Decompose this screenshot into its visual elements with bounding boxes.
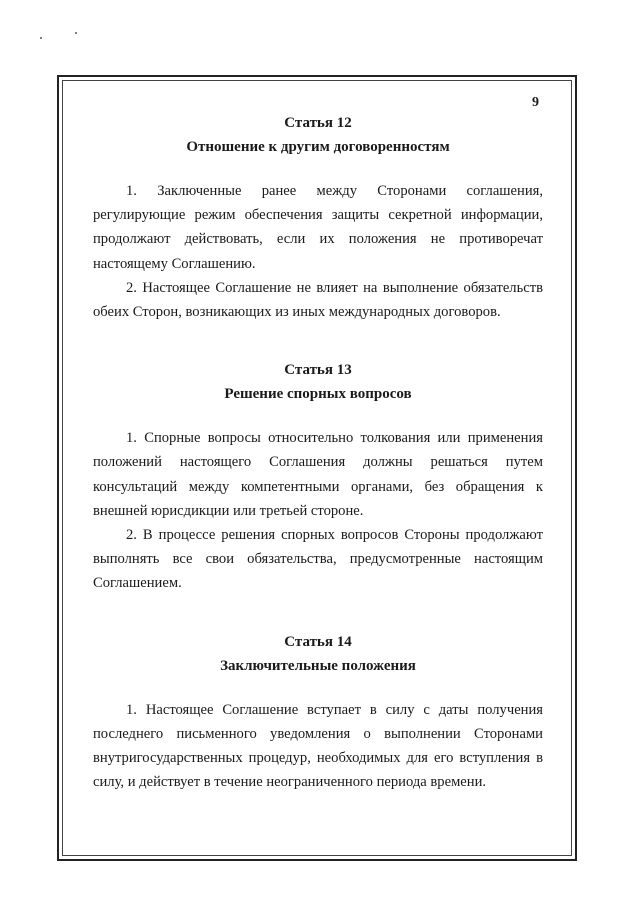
- scan-dot: [75, 32, 77, 34]
- article-12: [93, 113, 543, 324]
- paragraph: 2. Настоящее Соглашение не влияет на выполнение обязательств обеих Сторон, возникающих из иных международных договоров.: [93, 279, 543, 321]
- article-number: Статья 12: [284, 115, 352, 131]
- article-title: Заключительные положения: [220, 657, 416, 674]
- paragraph: 1. Заключенные ранее между Сторонами соглашения, регулирующие режим обеспечения защиты секретной информации, продолжают действовать, если их положения не противоречат настоящему Соглашению.: [93, 183, 543, 272]
- article-14: [93, 632, 543, 795]
- scan-dot: [40, 37, 42, 39]
- article-13: [93, 360, 543, 595]
- article-title: Отношение к другим договоренностям: [186, 139, 450, 155]
- article-number: Статья 14: [284, 633, 352, 650]
- page-number: 9: [532, 95, 539, 110]
- article-number: Статья 13: [284, 362, 352, 379]
- page-frame: [57, 75, 577, 861]
- paragraph: 1. Настоящее Соглашение вступает в силу с даты получения последнего письменного уведомления о выполнении Сторонами внутригосударственных процедур, необходимых для его вступления в силу, и действует в течение неограниченного периода времени.: [93, 701, 543, 791]
- paragraph: 2. В процессе решения спорных вопросов Стороны продолжают выполнять все свои обязательства, предусмотренные настоящим Соглашением.: [93, 527, 543, 592]
- article-title: Решение спорных вопросов: [224, 386, 412, 403]
- page-frame-inner: [62, 80, 572, 856]
- document-body: [93, 113, 543, 794]
- paragraph: 1. Спорные вопросы относительно толкования или применения положений настоящего Соглашения должны решаться путем консультаций между компетентными органами, без обращения к внешней юрисдикции или третьей стороне.: [93, 430, 543, 519]
